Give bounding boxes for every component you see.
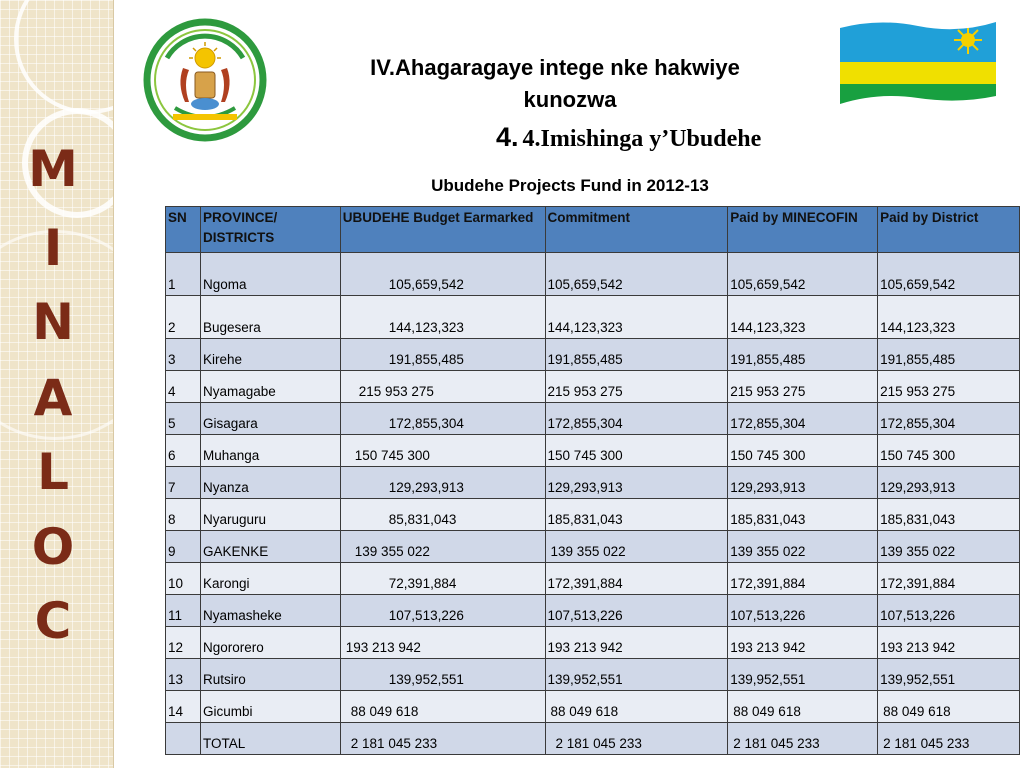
wordmark-letter: M <box>28 140 78 198</box>
row-sn-cell: 2 <box>166 296 201 339</box>
row-paid-district-cell: 129,293,913 <box>878 467 1020 499</box>
row-district-cell: Nyaruguru <box>200 499 340 531</box>
table-row <box>166 296 1020 339</box>
row-budget-cell: 193 213 942 <box>340 627 545 659</box>
decorative-ring <box>14 0 114 114</box>
table-header-row <box>166 207 1020 253</box>
table-row <box>166 659 1020 691</box>
row-sn-cell: 1 <box>166 253 201 296</box>
table-total-row <box>166 723 1020 755</box>
row-budget-cell: 85,831,043 <box>340 499 545 531</box>
wordmark-letter: O <box>31 518 75 576</box>
row-paid-minecofin-cell: 172,391,884 <box>728 563 878 595</box>
ubudehe-fund-table <box>165 206 1020 755</box>
row-district-cell: Ngororero <box>200 627 340 659</box>
row-sn-cell: 11 <box>166 595 201 627</box>
row-budget-cell: 191,855,485 <box>340 339 545 371</box>
column-header-paid-district: Paid by District <box>878 207 1020 253</box>
row-paid-minecofin-cell: 144,123,323 <box>728 296 878 339</box>
row-district-cell: Rutsiro <box>200 659 340 691</box>
row-sn-cell: 4 <box>166 371 201 403</box>
row-paid-district-cell: 105,659,542 <box>878 253 1020 296</box>
row-paid-district-cell: 185,831,043 <box>878 499 1020 531</box>
row-sn-cell: 6 <box>166 435 201 467</box>
row-budget-cell: 105,659,542 <box>340 253 545 296</box>
row-paid-district-cell: 144,123,323 <box>878 296 1020 339</box>
row-paid-minecofin-cell: 107,513,226 <box>728 595 878 627</box>
row-commitment-cell: 191,855,485 <box>545 339 728 371</box>
row-commitment-cell: 215 953 275 <box>545 371 728 403</box>
total-paid-district-cell: 2 181 045 233 <box>878 723 1020 755</box>
row-budget-cell: 107,513,226 <box>340 595 545 627</box>
row-budget-cell: 215 953 275 <box>340 371 545 403</box>
row-commitment-cell: 172,391,884 <box>545 563 728 595</box>
row-paid-district-cell: 88 049 618 <box>878 691 1020 723</box>
row-sn-cell: 7 <box>166 467 201 499</box>
rwanda-coat-of-arms-emblem <box>143 18 267 142</box>
side-decoration-band <box>0 0 114 768</box>
row-commitment-cell: 139,952,551 <box>545 659 728 691</box>
row-budget-cell: 172,855,304 <box>340 403 545 435</box>
table-row <box>166 435 1020 467</box>
row-budget-cell: 72,391,884 <box>340 563 545 595</box>
row-district-cell: Bugesera <box>200 296 340 339</box>
row-district-cell: Ngoma <box>200 253 340 296</box>
row-district-cell: Gisagara <box>200 403 340 435</box>
row-sn-cell: 14 <box>166 691 201 723</box>
wordmark-letter: L <box>37 443 69 501</box>
row-district-cell: Nyamagabe <box>200 371 340 403</box>
total-commitment-cell: 2 181 045 233 <box>545 723 728 755</box>
row-commitment-cell: 172,855,304 <box>545 403 728 435</box>
subtitle-text: 4.Imishinga y’Ubudehe <box>522 126 762 152</box>
row-district-cell: Nyamasheke <box>200 595 340 627</box>
row-paid-minecofin-cell: 191,855,485 <box>728 339 878 371</box>
row-paid-minecofin-cell: 129,293,913 <box>728 467 878 499</box>
table-row <box>166 253 1020 296</box>
slide-title-line1: IV.Ahagaragaye intege nke hakwiye <box>370 55 740 80</box>
table-row <box>166 499 1020 531</box>
wordmark-letter: A <box>33 369 73 427</box>
row-budget-cell: 150 745 300 <box>340 435 545 467</box>
row-paid-district-cell: 172,855,304 <box>878 403 1020 435</box>
section-subtitle <box>496 122 761 153</box>
row-budget-cell: 139 355 022 <box>340 531 545 563</box>
row-paid-district-cell: 139 355 022 <box>878 531 1020 563</box>
row-district-cell: Gicumbi <box>200 691 340 723</box>
row-paid-district-cell: 215 953 275 <box>878 371 1020 403</box>
table-row <box>166 563 1020 595</box>
subtitle-number: 4. <box>496 122 519 152</box>
row-commitment-cell: 193 213 942 <box>545 627 728 659</box>
row-paid-district-cell: 107,513,226 <box>878 595 1020 627</box>
row-sn-cell: 5 <box>166 403 201 435</box>
column-header-budget: UBUDEHE Budget Earmarked <box>340 207 545 253</box>
total-paid-minecofin-cell: 2 181 045 233 <box>728 723 878 755</box>
row-commitment-cell: 105,659,542 <box>545 253 728 296</box>
total-budget-cell: 2 181 045 233 <box>340 723 545 755</box>
row-paid-minecofin-cell: 185,831,043 <box>728 499 878 531</box>
total-sn-cell <box>166 723 201 755</box>
row-sn-cell: 12 <box>166 627 201 659</box>
row-commitment-cell: 129,293,913 <box>545 467 728 499</box>
row-sn-cell: 9 <box>166 531 201 563</box>
row-commitment-cell: 150 745 300 <box>545 435 728 467</box>
row-commitment-cell: 144,123,323 <box>545 296 728 339</box>
row-district-cell: Karongi <box>200 563 340 595</box>
row-paid-minecofin-cell: 88 049 618 <box>728 691 878 723</box>
row-paid-district-cell: 172,391,884 <box>878 563 1020 595</box>
table-row <box>166 403 1020 435</box>
row-commitment-cell: 139 355 022 <box>545 531 728 563</box>
row-paid-district-cell: 139,952,551 <box>878 659 1020 691</box>
row-paid-minecofin-cell: 215 953 275 <box>728 371 878 403</box>
row-district-cell: GAKENKE <box>200 531 340 563</box>
row-paid-minecofin-cell: 193 213 942 <box>728 627 878 659</box>
row-budget-cell: 144,123,323 <box>340 296 545 339</box>
row-paid-district-cell: 191,855,485 <box>878 339 1020 371</box>
wordmark-letter: I <box>43 219 63 277</box>
table-row <box>166 371 1020 403</box>
wordmark-letter: N <box>32 293 74 351</box>
row-paid-minecofin-cell: 172,855,304 <box>728 403 878 435</box>
row-district-cell: Muhanga <box>200 435 340 467</box>
row-paid-minecofin-cell: 150 745 300 <box>728 435 878 467</box>
row-paid-minecofin-cell: 139,952,551 <box>728 659 878 691</box>
column-header-paid-minecofin: Paid by MINECOFIN <box>728 207 878 253</box>
table-caption: Ubudehe Projects Fund in 2012-13 <box>431 176 709 195</box>
column-header-sn: SN <box>166 207 201 253</box>
table-row <box>166 531 1020 563</box>
table-row <box>166 467 1020 499</box>
row-commitment-cell: 107,513,226 <box>545 595 728 627</box>
column-header-province: PROVINCE/ DISTRICTS <box>200 207 340 253</box>
column-header-commitment: Commitment <box>545 207 728 253</box>
row-budget-cell: 139,952,551 <box>340 659 545 691</box>
row-paid-district-cell: 193 213 942 <box>878 627 1020 659</box>
row-commitment-cell: 88 049 618 <box>545 691 728 723</box>
row-sn-cell: 13 <box>166 659 201 691</box>
wordmark-letter: C <box>34 592 72 650</box>
table-row <box>166 595 1020 627</box>
rwanda-flag <box>838 18 998 106</box>
row-paid-minecofin-cell: 139 355 022 <box>728 531 878 563</box>
row-sn-cell: 10 <box>166 563 201 595</box>
row-paid-district-cell: 150 745 300 <box>878 435 1020 467</box>
row-district-cell: Kirehe <box>200 339 340 371</box>
row-budget-cell: 88 049 618 <box>340 691 545 723</box>
table-row <box>166 691 1020 723</box>
total-label-cell: TOTAL <box>200 723 340 755</box>
slide-title-line2: kunozwa <box>523 87 617 112</box>
row-budget-cell: 129,293,913 <box>340 467 545 499</box>
row-district-cell: Nyanza <box>200 467 340 499</box>
table-row <box>166 339 1020 371</box>
table-row <box>166 627 1020 659</box>
row-sn-cell: 3 <box>166 339 201 371</box>
row-sn-cell: 8 <box>166 499 201 531</box>
row-commitment-cell: 185,831,043 <box>545 499 728 531</box>
row-paid-minecofin-cell: 105,659,542 <box>728 253 878 296</box>
